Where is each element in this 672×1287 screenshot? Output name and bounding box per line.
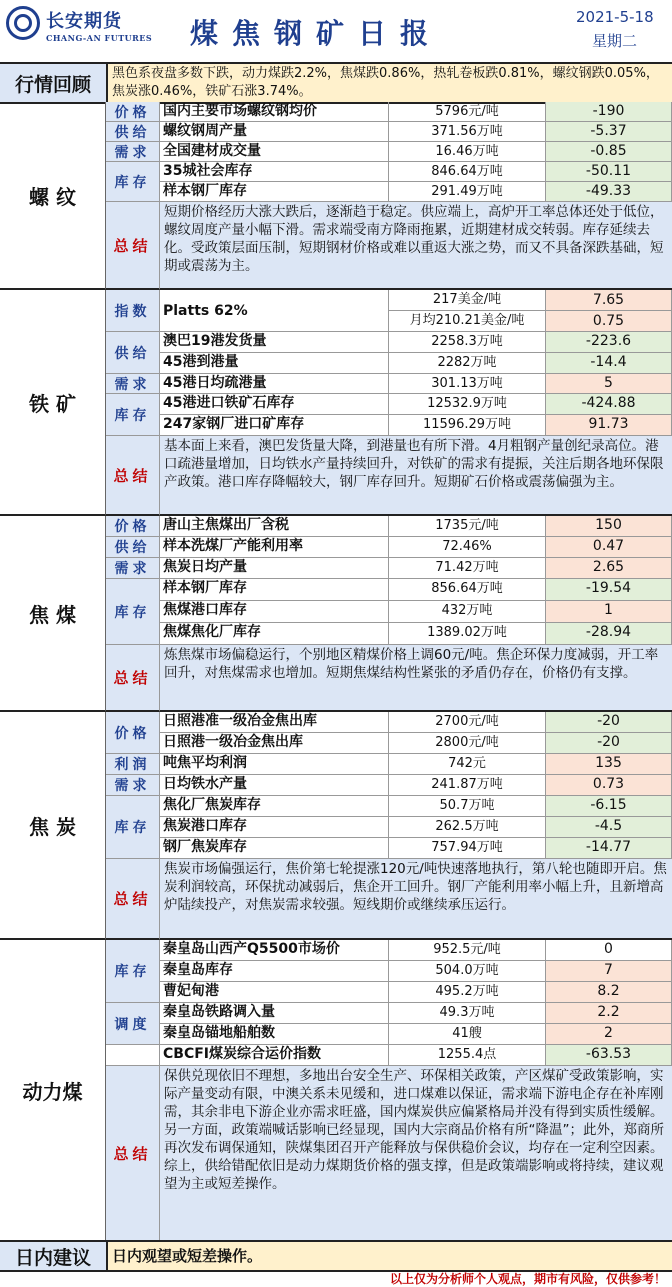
label-demand: 需求 <box>106 775 160 796</box>
table-row: 全国建材成交量 16.46万吨 -0.85 <box>160 142 672 162</box>
report-header <box>0 0 672 60</box>
table-row: 钢厂焦炭库存 757.94万吨 -14.77 <box>160 838 672 859</box>
table-row: 焦煤港口库存 432万吨 1 <box>160 601 672 623</box>
table-row: 螺纹钢周产量 371.56万吨 -5.37 <box>160 122 672 142</box>
disclaimer-footer: 以上仅为分析师个人观点，期市有风险，仅供参考！ <box>389 1272 666 1286</box>
table-row: 秦皇岛库存 504.0万吨 7 <box>160 961 672 982</box>
table-row: 曹妃甸港 495.2万吨 8.2 <box>160 982 672 1003</box>
table-row: 日照港一级冶金焦出库 2800元/吨 -20 <box>160 733 672 754</box>
label-summary: 总结 <box>106 1066 160 1240</box>
label-price: 价格 <box>106 102 160 122</box>
table-row: 日均铁水产量 241.87万吨 0.73 <box>160 775 672 796</box>
label-demand: 需求 <box>106 374 160 394</box>
logo-english-name: CHANG-AN FUTURES <box>46 33 153 43</box>
market-review-text: 黑色系夜盘多数下跌，动力煤跌2.2%，焦煤跌0.86%，热轧卷板跌0.81%，螺纹钢跌0.05%，焦炭涨0.46%，铁矿石涨3.74%。 <box>108 64 672 102</box>
label-dispatch: 调度 <box>106 1003 160 1045</box>
category-thermal-coal: 动力煤 <box>0 940 106 1240</box>
table-row: 45港进口铁矿石库存 12532.9万吨 -424.88 <box>160 394 672 415</box>
category-coking-coal: 焦 煤 <box>0 516 106 712</box>
label-price: 价格 <box>106 516 160 537</box>
table-row: 澳巴19港发货量 2258.3万吨 -223.6 <box>160 332 672 353</box>
label-demand: 需求 <box>106 142 160 162</box>
category-coke: 焦 炭 <box>0 712 106 940</box>
coking-coal-summary-text: 炼焦煤市场偏稳运行，个别地区精煤价格上调60元/吨。焦企环保力度减弱，开工率回升，对焦煤需求也增加。短期焦煤结构性紧张的矛盾仍存在，价格仍有支撑。 <box>160 645 672 712</box>
table-row: 焦炭港口库存 262.5万吨 -4.5 <box>160 817 672 838</box>
summary-paragraph: 另一方面，政策端喊话影响已经显现，国内大宗商品价格有所“降温”；此外，郑商所再次发布调保通知，陕煤集团召开产能释放与保供稳价会议，均存在一定利空因素。 <box>164 1122 664 1156</box>
table-row: 唐山主焦煤出厂含税 1735元/吨 150 <box>160 516 672 537</box>
label-profit: 利润 <box>106 754 160 775</box>
table-row: 秦皇岛山西产Q5500市场价 952.5元/吨 0 <box>160 940 672 961</box>
label-stock: 库存 <box>106 940 160 1003</box>
company-logo-icon <box>6 6 40 40</box>
label-summary: 总结 <box>106 645 160 712</box>
label-supply: 供给 <box>106 122 160 142</box>
category-iron-ore: 铁 矿 <box>0 290 106 516</box>
intraday-advice-label: 日内建议 <box>0 1242 108 1270</box>
label-stock: 库存 <box>106 162 160 202</box>
table-row: 吨焦平均利润 742元 135 <box>160 754 672 775</box>
thermal-coal-summary-text <box>160 1066 672 1240</box>
summary-paragraph: 保供兑现依旧不理想，多地出台安全生产、环保相关政策，产区煤矿受政策影响，实际产量变动有限，中澳关系未见缓和，进口煤难以保证，需求端下游电企存在补库刚需，其余非电下游企业亦需求旺盛，国内煤炭供应偏紧格局并没有得到实质性缓解。 <box>164 1068 664 1120</box>
table-row: 国内主要市场螺纹钢均价 5796元/吨 -190 <box>160 102 672 122</box>
label-price: 价格 <box>106 712 160 754</box>
report-date: 2021-5-18 <box>576 8 654 26</box>
table-row: 样本钢厂库存 856.64万吨 -19.54 <box>160 579 672 601</box>
table-row: 样本钢厂库存 291.49万吨 -49.33 <box>160 182 672 202</box>
table-row: 秦皇岛锚地船舶数 41艘 2 <box>160 1024 672 1045</box>
table-row: 日照港准一级冶金焦出库 2700元/吨 -20 <box>160 712 672 733</box>
category-rebar: 螺 纹 <box>0 102 106 290</box>
logo-chinese-name: 长安期货 <box>46 11 122 32</box>
iron-monthly-average: 月均210.21美金/吨 <box>389 311 546 332</box>
label-stock: 库存 <box>106 394 160 436</box>
market-review-label: 行情回顾 <box>0 64 108 102</box>
label-stock: 库存 <box>106 796 160 859</box>
label-summary: 总结 <box>106 859 160 940</box>
label-index: 指数 <box>106 290 160 332</box>
table-row: CBCFI煤炭综合运价指数 1255.4点 -63.53 <box>160 1045 672 1066</box>
label-summary: 总结 <box>106 202 160 290</box>
label-blank <box>106 1045 160 1066</box>
summary-paragraph: 综上，供给错配依旧是动力煤期货价格的强支撑，但是政策端影响或将持续，建议观望为主或短差操作。 <box>164 1158 664 1192</box>
table-row: Platts 62% 217美金/吨 7.65 月均210.21美金/吨 0.75 <box>160 290 672 332</box>
table-row: 焦煤焦化厂库存 1389.02万吨 -28.94 <box>160 623 672 645</box>
table-row: 焦化厂焦炭库存 50.7万吨 -6.15 <box>160 796 672 817</box>
table-row: 秦皇岛铁路调入量 49.3万吨 2.2 <box>160 1003 672 1024</box>
intraday-advice-text: 日内观望或短差操作。 <box>108 1242 672 1270</box>
label-summary: 总结 <box>106 436 160 516</box>
label-stock: 库存 <box>106 579 160 645</box>
table-row: 35城社会库存 846.64万吨 -50.11 <box>160 162 672 182</box>
label-supply: 供给 <box>106 537 160 558</box>
table-row: 样本洗煤厂产能利用率 72.46% 0.47 <box>160 537 672 558</box>
report-weekday: 星期二 <box>592 32 638 50</box>
label-demand: 需求 <box>106 558 160 579</box>
table-row: 焦炭日均产量 71.42万吨 2.65 <box>160 558 672 579</box>
rebar-summary-text: 短期价格经历大涨大跌后，逐渐趋于稳定。供应端上，高炉开工率总体还处于低位，螺纹周度产量小幅下滑。需求端受南方降雨拖累，近期建材成交转弱。库存延续去化。受政策层面压制，短期钢材价格或难以重返大涨之势，而又不具备深跌基础，短期或震荡为主。 <box>160 202 672 290</box>
coke-summary-text: 焦炭市场偏强运行，焦价第七轮提涨120元/吨快速落地执行，第八轮也随即开启。焦炭利润较高，环保扰动减弱后，焦企开工回升。钢厂产能利用率小幅上升，且新增高炉陆续投产，对焦炭需求较强。短线期价或继续承压运行。 <box>160 859 672 940</box>
table-row: 45港日均疏港量 301.13万吨 5 <box>160 374 672 394</box>
report-title: 煤焦钢矿日报 <box>190 17 443 50</box>
market-review-section <box>0 62 672 104</box>
table-row: 45港到港量 2282万吨 -14.4 <box>160 353 672 374</box>
table-row: 247家钢厂进口矿库存 11596.29万吨 91.73 <box>160 415 672 436</box>
label-supply: 供给 <box>106 332 160 374</box>
iron-summary-text: 基本面上来看，澳巴发货量大降，到港量也有所下滑。4月粗钢产量创纪录高位。港口疏港量增加，日均铁水产量持续回升，对铁矿的需求有提振，关注后期各地环保限产政策。港口库存降幅较大，钢厂库存回升。短期矿石价格或震荡偏强为主。 <box>160 436 672 516</box>
intraday-advice-section <box>0 1240 672 1272</box>
